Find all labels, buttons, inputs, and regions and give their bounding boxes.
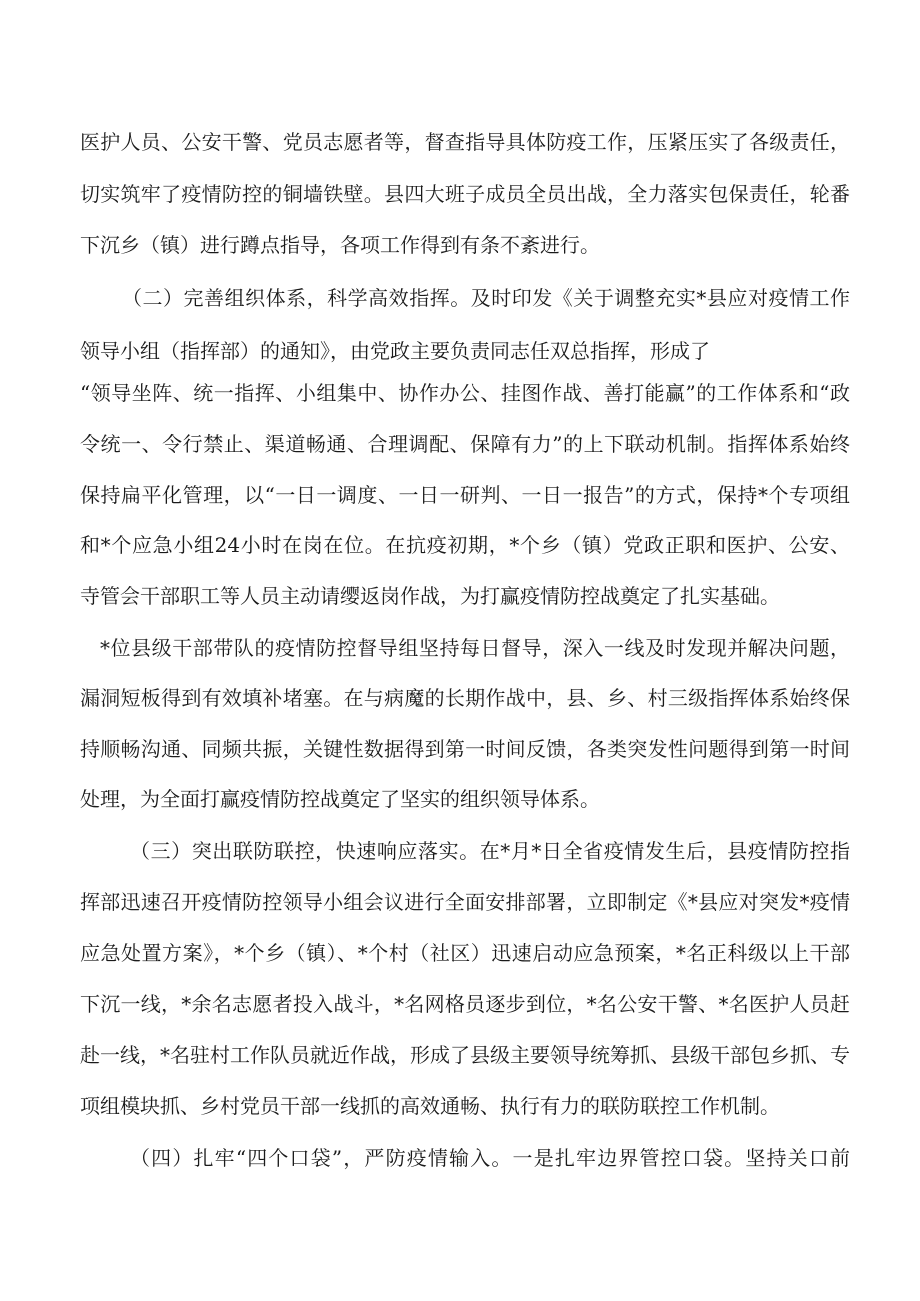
text-line: *位县级干部带队的疫情防控督导组坚持每日督导，深入一线及时发现并解决问题， <box>100 636 850 660</box>
text-line: 寺管会干部职工等人员主动请缨返岗作战，为打赢疫情防控战奠定了扎实基础。 <box>80 584 780 608</box>
text-line: 和*个应急小组24小时在岗在位。在抗疫初期，*个乡（镇）党政正职和医护、公安、 <box>80 533 850 557</box>
text-line: 处理，为全面打赢疫情防控战奠定了坚实的组织领导体系。 <box>80 787 600 811</box>
text-line: “领导坐阵、统一指挥、小组集中、协作办公、挂图作战、善打能赢”的工作体系和“政 <box>80 381 850 405</box>
text-line: 下沉乡（镇）进行蹲点指导，各项工作得到有条不紊进行。 <box>80 233 600 257</box>
section-heading-line: （三）突出联防联控，快速响应落实。在*月*日全省疫情发生后，县疫情防控指 <box>130 839 850 863</box>
text-line: 切实筑牢了疫情防控的铜墙铁壁。县四大班子成员全员出战，全力落实包保责任，轮番 <box>80 182 850 206</box>
text-line: 医护人员、公安干警、党员志愿者等，督查指导具体防疫工作，压紧压实了各级责任， <box>80 130 850 154</box>
text-line: 应急处置方案》，*个乡（镇）、*个村（社区）迅速启动应急预案，*名正科级以上干部 <box>80 941 850 965</box>
text-line: 下沉一线，*余名志愿者投入战斗，*名网格员逐步到位，*名公安干警、*名医护人员赶 <box>80 992 850 1016</box>
text-line: 漏洞短板得到有效填补堵塞。在与病魔的长期作战中，县、乡、村三级指挥体系始终保 <box>80 686 850 710</box>
text-line: 领导小组（指挥部）的通知》，由党政主要负责同志任双总指挥，形成了 <box>80 339 710 363</box>
text-line: 赴一线，*名驻村工作队员就近作战，形成了县级主要领导统筹抓、县级干部包乡抓、专 <box>80 1043 850 1067</box>
text-line: 项组模块抓、乡村党员干部一线抓的高效通畅、执行有力的联防联控工作机制。 <box>80 1094 780 1118</box>
section-heading-line: （四）扎牢“四个口袋”，严防疫情输入。一是扎牢边界管控口袋。坚持关口前 <box>130 1146 850 1170</box>
text-line: 持顺畅沟通、同频共振，关键性数据得到第一时间反馈，各类突发性问题得到第一时间 <box>80 737 850 761</box>
section-heading-line: （二）完善组织体系，科学高效指挥。及时印发《关于调整充实*县应对疫情工作 <box>122 286 850 310</box>
text-line: 挥部迅速召开疫情防控领导小组会议进行全面安排部署，立即制定《*县应对突发*疫情 <box>80 890 850 914</box>
text-line: 令统一、令行禁止、渠道畅通、合理调配、保障有力”的上下联动机制。指挥体系始终 <box>80 432 850 456</box>
text-line: 保持扁平化管理，以“一日一调度、一日一研判、一日一报告”的方式，保持*个专项组 <box>80 483 850 507</box>
